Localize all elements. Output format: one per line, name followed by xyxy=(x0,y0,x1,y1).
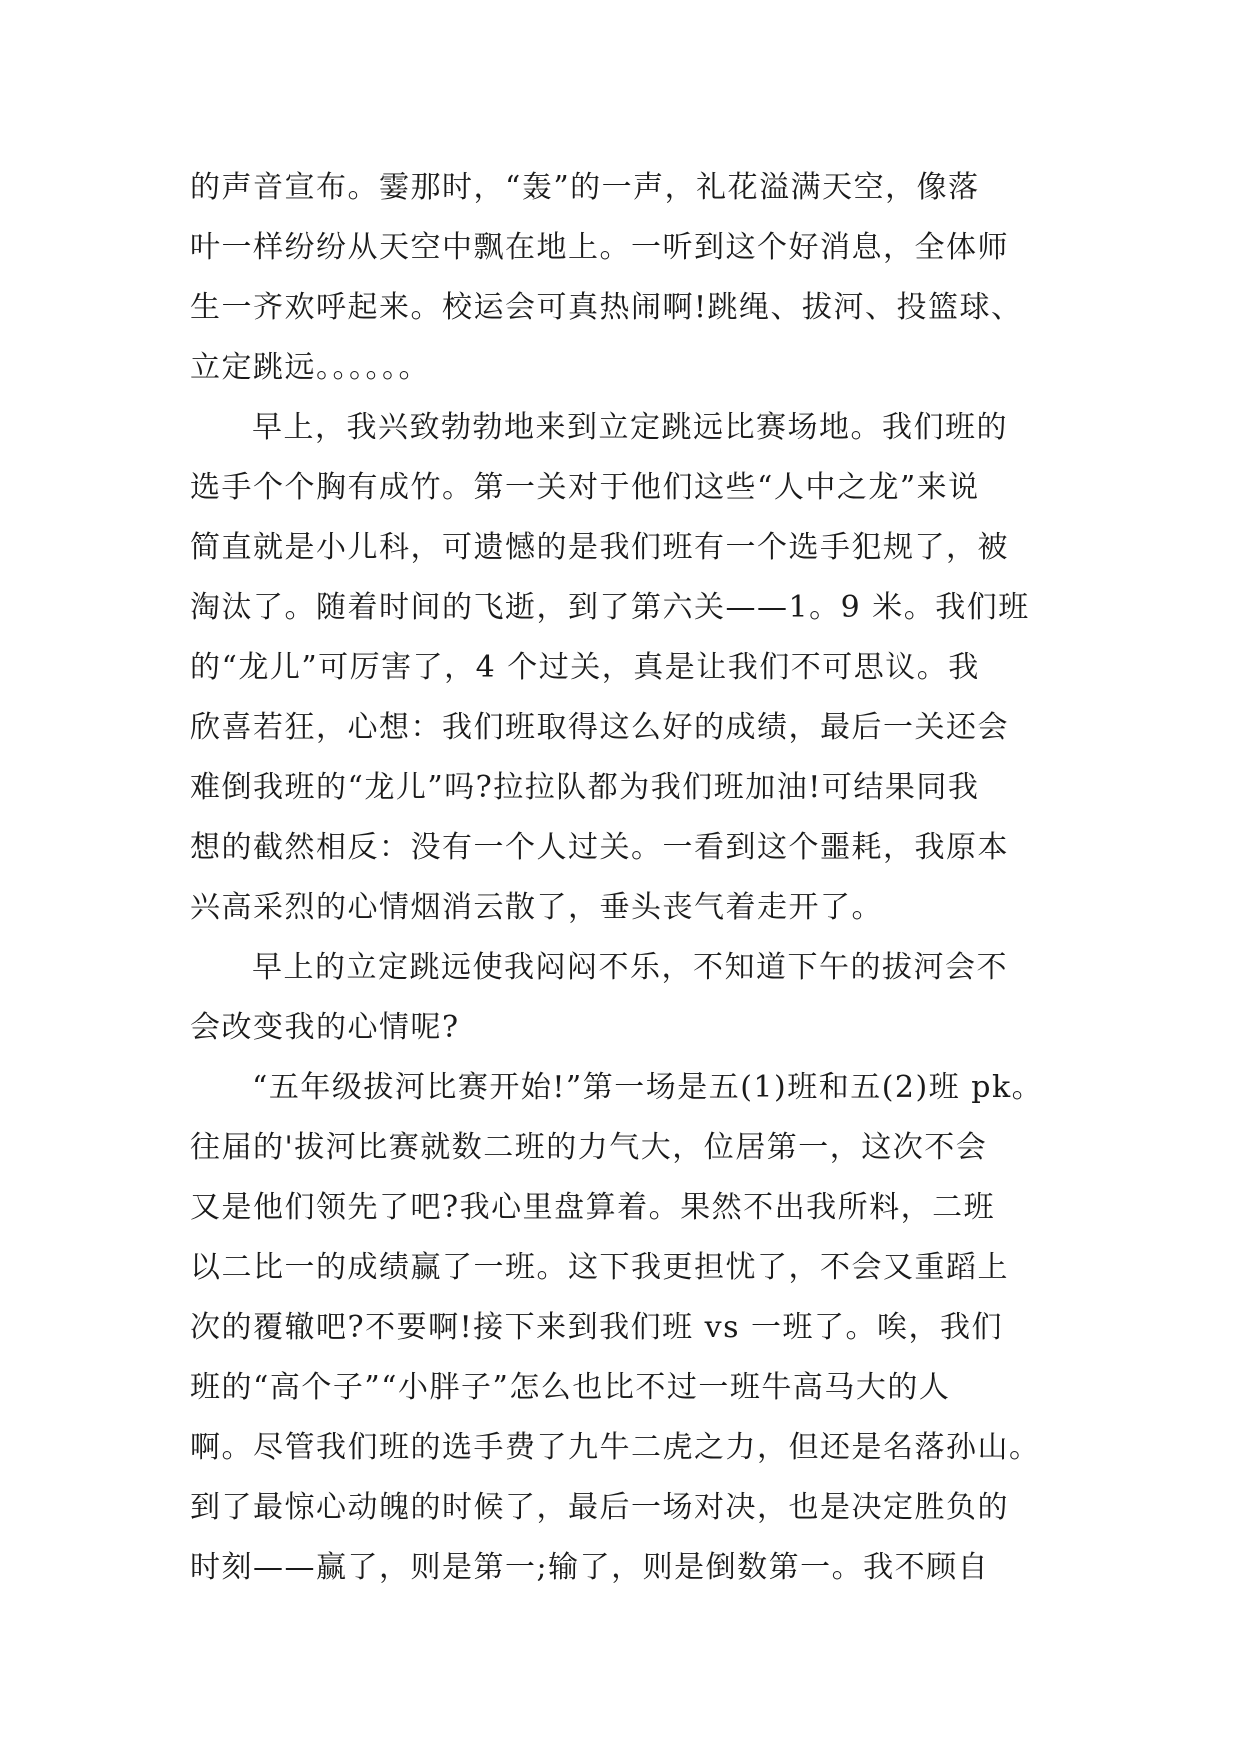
text-line: 到了最惊心动魄的时候了，最后一场对决，也是决定胜负的 xyxy=(190,1490,1009,1525)
text-line: 的“龙儿”可厉害了，4 个过关，真是让我们不可思议。我 xyxy=(190,650,980,685)
essay-body xyxy=(190,158,1070,1598)
paragraph-first-line: 早上的立定跳远使我闷闷不乐，不知道下午的拔河会不 xyxy=(252,950,1008,985)
paragraph-first-line: 早上，我兴致勃勃地来到立定跳远比赛场地。我们班的 xyxy=(252,410,1008,445)
text-line: 欣喜若狂，心想：我们班取得这么好的成绩，最后一关还会 xyxy=(190,710,1009,745)
text-line: 简直就是小儿科，可遗憾的是我们班有一个选手犯规了，被 xyxy=(190,530,1009,565)
text-line: 兴高采烈的心情烟消云散了，垂头丧气着走开了。 xyxy=(190,890,883,925)
text-line: 以二比一的成绩赢了一班。这下我更担忧了，不会又重蹈上 xyxy=(190,1250,1009,1285)
text-line: 立定跳远。。。。。。 xyxy=(190,350,430,385)
text-line: 往届的'拔河比赛就数二班的力气大，位居第一，这次不会 xyxy=(190,1130,988,1165)
text-line: 又是他们领先了吧?我心里盘算着。果然不出我所料，二班 xyxy=(190,1190,996,1225)
text-line: 选手个个胸有成竹。第一关对于他们这些“人中之龙”来说 xyxy=(190,470,980,505)
text-line: 想的截然相反：没有一个人过关。一看到这个噩耗，我原本 xyxy=(190,830,1009,865)
text-line: 难倒我班的“龙儿”吗?拉拉队都为我们班加油!可结果同我 xyxy=(190,770,980,805)
text-line: 淘汰了。随着时间的飞逝，到了第六关——1。9 米。我们班 xyxy=(190,590,1030,625)
text-line: 班的“高个子”“小胖子”怎么也比不过一班牛高马大的人 xyxy=(190,1370,951,1405)
text-line: 叶一样纷纷从天空中飘在地上。一听到这个好消息，全体师 xyxy=(190,230,1009,265)
text-line: 啊。尽管我们班的选手费了九牛二虎之力，但还是名落孙山。 xyxy=(190,1430,1041,1465)
paragraph-first-line: “五年级拔河比赛开始!”第一场是五(1)班和五(2)班 pk。 xyxy=(252,1070,1044,1105)
text-line: 次的覆辙吧?不要啊!接下来到我们班 vs 一班了。唉，我们 xyxy=(190,1310,1004,1345)
text-line: 会改变我的心情呢? xyxy=(190,1010,460,1045)
text-line: 时刻——赢了，则是第一;输了，则是倒数第一。我不顾自 xyxy=(190,1550,990,1585)
text-line: 生一齐欢呼起来。校运会可真热闹啊!跳绳、拔河、投篮球、 xyxy=(190,290,1023,325)
text-line: 的声音宣布。霎那时，“轰”的一声，礼花溢满天空，像落 xyxy=(190,170,980,205)
